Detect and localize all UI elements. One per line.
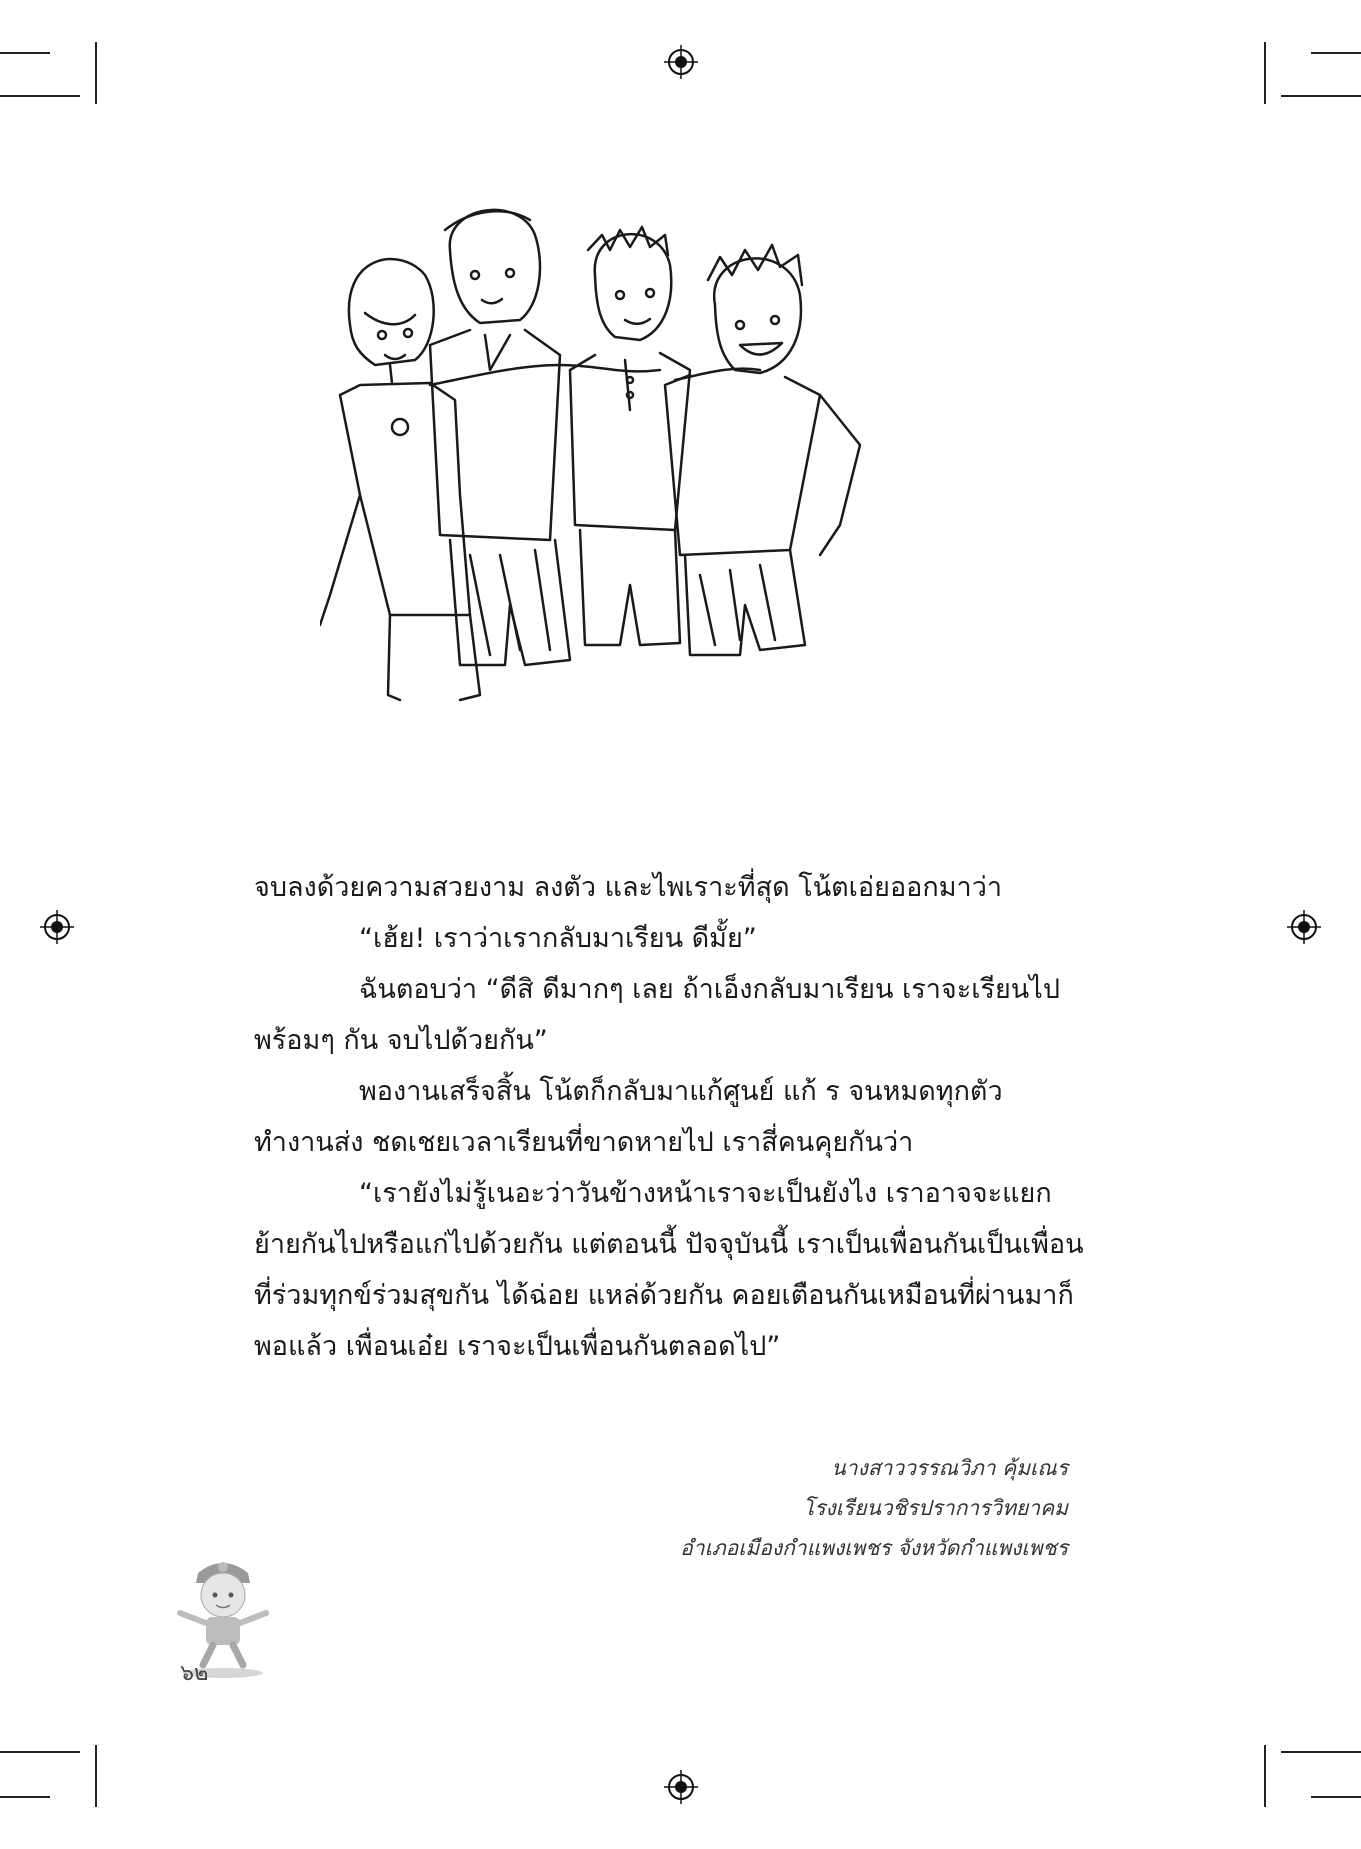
crop-mark bbox=[1264, 1745, 1266, 1807]
page-number: ๖๒ bbox=[180, 1661, 209, 1686]
crop-mark bbox=[1281, 95, 1361, 97]
story-paragraph: จบลงด้วยความสวยงาม ลงตัว และไพเราะที่สุด โน้ตเอ่ยออกมาว่า bbox=[254, 872, 1003, 903]
registration-mark-icon bbox=[664, 45, 698, 79]
crop-mark bbox=[0, 1751, 80, 1753]
crop-mark bbox=[1264, 42, 1266, 104]
crop-mark bbox=[0, 1796, 50, 1798]
crop-mark bbox=[0, 52, 50, 54]
story-paragraph: “เรายังไม่รู้เนอะว่าวันข้างหน้าเราจะเป็นยังไง เราอาจจะแยกย้ายกันไปหรือแก่ไปด้วยกัน แต่ตอนนี้ ปัจจุบันนี้ เราเป็นเพื่อนกันเป็นเพื่อนที่ร่วมทุกข์ร่วมสุขกัน ได้ฉ่อย แหล่ด้วยกัน คอยเตือนกันเหมือนที่ผ่านมาก็พอแล้ว เพื่อนเอ๋ย เราจะเป็นเพื่อนกันตลอดไป” bbox=[254, 1178, 1084, 1362]
author-name: นางสาววรรณวิภา คุ้มเณร bbox=[831, 1456, 1068, 1480]
author-location: อำเภอเมืองกำแพงเพชร จังหวัดกำแพงเพชร bbox=[680, 1536, 1068, 1560]
crop-mark bbox=[95, 1745, 97, 1807]
registration-mark-icon bbox=[40, 910, 74, 944]
story-paragraph: “เฮ้ย! เราว่าเรากลับมาเรียน ดีมั้ย” bbox=[359, 923, 757, 954]
author-school: โรงเรียนวชิรปราการวิทยาคม bbox=[802, 1496, 1068, 1520]
crop-mark bbox=[1311, 1796, 1361, 1798]
author-signature bbox=[680, 1448, 1068, 1568]
crop-mark bbox=[1311, 52, 1361, 54]
crop-mark bbox=[1281, 1751, 1361, 1753]
friends-illustration bbox=[320, 195, 1040, 835]
registration-mark-icon bbox=[1287, 910, 1321, 944]
story-paragraph: พองานเสร็จสิ้น โน้ตก็กลับมาแก้ศูนย์ แก้ ร จนหมดทุกตัว ทำงานส่ง ชดเชยเวลาเรียนที่ขาดหายไป เราสี่คนคุยกันว่า bbox=[254, 1076, 1003, 1158]
crop-mark bbox=[0, 95, 80, 97]
story-paragraph: ฉันตอบว่า “ดีสิ ดีมากๆ เลย ถ้าเอ็งกลับมาเรียน เราจะเรียนไปพร้อมๆ กัน จบไปด้วยกัน” bbox=[254, 974, 1060, 1056]
crop-mark bbox=[95, 42, 97, 104]
registration-mark-icon bbox=[664, 1770, 698, 1804]
story-text bbox=[254, 862, 1084, 1372]
